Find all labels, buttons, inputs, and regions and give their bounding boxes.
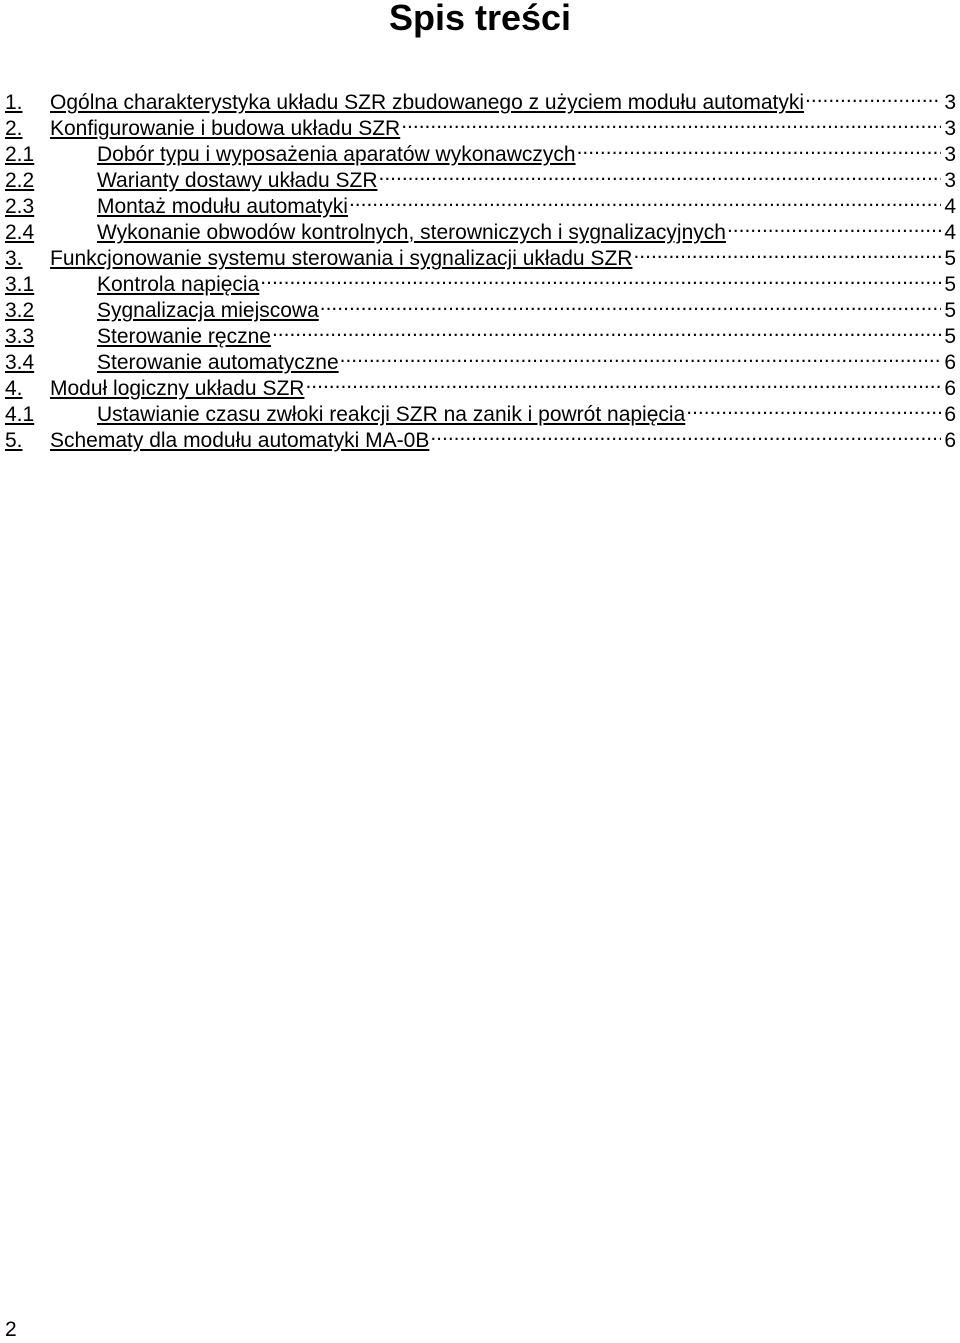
toc-entry-number: 2. [5,117,23,140]
toc-dot-leader [349,187,941,213]
toc-entry-number: 2.1 [5,143,35,166]
toc-entry-number: 3. [5,247,23,270]
toc-entry-4[interactable] [5,369,956,400]
toc-entry-page: 4 [944,221,956,244]
toc-entry-1[interactable] [5,83,956,114]
table-of-contents [5,83,956,452]
toc-entry-page: 4 [944,195,956,218]
toc-entry-title: Dobór typu i wyposażenia aparatów wykonawczych [97,143,576,166]
toc-entry-title: Sterowanie ręczne [97,325,271,348]
toc-entry-number: 3.1 [5,273,35,296]
toc-dot-leader [805,83,941,109]
toc-entry-5[interactable] [5,421,956,452]
toc-entry-2-4[interactable] [5,213,956,244]
toc-entry-3-2[interactable] [5,291,956,322]
toc-entry-page: 6 [944,377,956,400]
toc-entry-title: Moduł logiczny układu SZR [50,377,305,400]
toc-entry-number: 5. [5,429,23,452]
toc-entry-title: Wykonanie obwodów kontrolnych, sterowniczych i sygnalizacyjnych [97,221,726,244]
toc-dot-leader [305,369,941,395]
toc-entry-number: 2.2 [5,169,35,192]
toc-entry-3-3[interactable] [5,317,956,348]
toc-dot-leader [577,135,942,161]
toc-entry-page: 3 [944,169,956,192]
toc-entry-number: 3.3 [5,325,35,348]
toc-dot-leader [430,421,941,447]
toc-entry-2[interactable] [5,109,956,140]
toc-dot-leader [320,291,942,317]
toc-entry-page: 5 [944,273,956,296]
toc-entry-title: Ogólna charakterystyka układu SZR zbudowanego z użyciem modułu automatyki [50,91,805,114]
toc-dot-leader [340,343,942,369]
toc-entry-4-1[interactable] [5,395,956,426]
toc-dot-leader [260,265,941,291]
toc-entry-number: 3.4 [5,351,35,374]
toc-entry-page: 5 [944,247,956,270]
toc-entry-number: 2.4 [5,221,35,244]
page-number: 2 [5,1318,17,1341]
toc-dot-leader [686,395,941,421]
toc-entry-number: 3.2 [5,299,35,322]
toc-entry-page: 3 [944,143,956,166]
toc-entry-number: 1. [5,91,23,114]
toc-entry-page: 5 [944,325,956,348]
toc-entry-number: 4. [5,377,23,400]
toc-dot-leader [633,239,941,265]
toc-entry-page: 6 [944,429,956,452]
toc-entry-title: Warianty dostawy układu SZR [97,169,378,192]
toc-entry-title: Schematy dla modułu automatyki MA-0B [50,429,430,452]
toc-dot-leader [727,213,941,239]
toc-entry-title: Montaż modułu automatyki [97,195,348,218]
toc-entry-title: Konfigurowanie i budowa układu SZR [50,117,401,140]
toc-entry-title: Ustawianie czasu zwłoki reakcji SZR na zanik i powrót napięcia [97,403,686,426]
toc-dot-leader [272,317,941,343]
toc-entry-page: 3 [944,91,956,114]
toc-entry-number: 2.3 [5,195,35,218]
toc-entry-3[interactable] [5,239,956,270]
toc-entry-2-2[interactable] [5,161,956,192]
toc-entry-page: 6 [944,351,956,374]
toc-entry-3-1[interactable] [5,265,956,296]
toc-dot-leader [401,109,941,135]
toc-dot-leader [379,161,942,187]
toc-entry-page: 5 [944,299,956,322]
page-title: Spis treści [388,0,572,38]
toc-entry-number: 4.1 [5,403,35,426]
toc-entry-3-4[interactable] [5,343,956,374]
toc-entry-title: Sygnalizacja miejscowa [97,299,319,322]
toc-entry-page: 6 [944,403,956,426]
toc-entry-title: Kontrola napięcia [97,273,260,296]
toc-entry-2-3[interactable] [5,187,956,218]
toc-entry-page: 3 [944,117,956,140]
toc-entry-title: Sterowanie automatyczne [97,351,339,374]
toc-entry-2-1[interactable] [5,135,956,166]
toc-entry-title: Funkcjonowanie systemu sterowania i sygnalizacji układu SZR [50,247,633,270]
